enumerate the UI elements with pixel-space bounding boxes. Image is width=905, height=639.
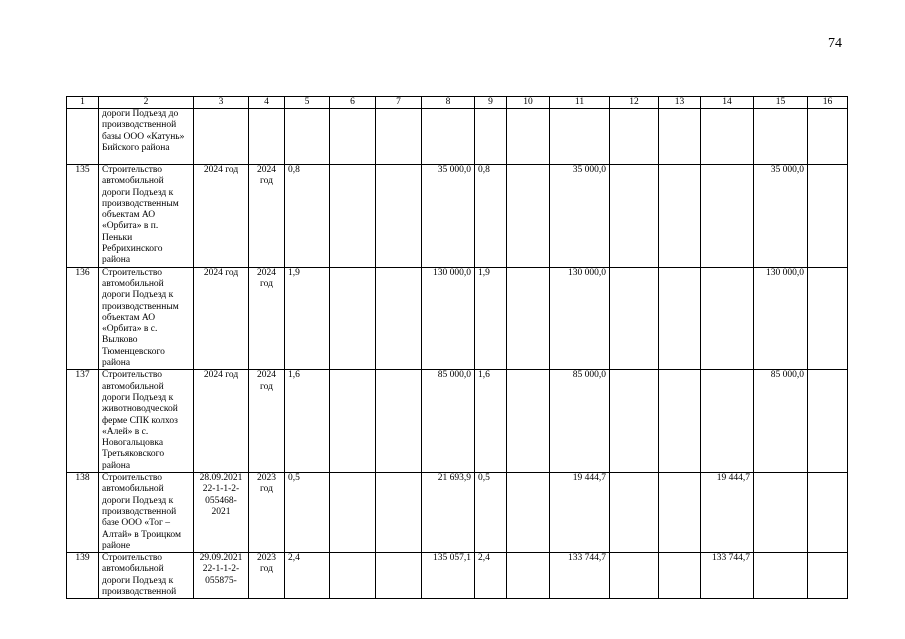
cell-c10 — [507, 109, 550, 165]
cell-c5: 0,5 — [285, 473, 330, 553]
cell-c12 — [610, 165, 659, 268]
cell-c8: 85 000,0 — [422, 370, 475, 473]
cell-c5: 0,8 — [285, 165, 330, 268]
page-number: 74 — [828, 36, 842, 51]
cell-c9 — [475, 109, 507, 165]
cell-c3: 2024 год — [194, 165, 249, 268]
cell-c6 — [330, 370, 376, 473]
cell-c16 — [808, 370, 848, 473]
column-header-2: 2 — [99, 97, 194, 109]
cell-c15 — [754, 553, 808, 599]
column-header-5: 5 — [285, 97, 330, 109]
cell-name: дороги Подъезд до производственной базы ООО «Катунь» Бийского района — [99, 109, 194, 165]
cell-c14 — [701, 370, 754, 473]
cell-c11: 35 000,0 — [550, 165, 610, 268]
cell-c9: 1,6 — [475, 370, 507, 473]
cell-c4: 2023 год — [249, 473, 285, 553]
column-header-3: 3 — [194, 97, 249, 109]
cell-c10 — [507, 370, 550, 473]
cell-c9: 0,8 — [475, 165, 507, 268]
cell-c13 — [659, 473, 701, 553]
cell-c11 — [550, 109, 610, 165]
cell-num: 135 — [67, 165, 99, 268]
cell-c16 — [808, 165, 848, 268]
column-header-1: 1 — [67, 97, 99, 109]
cell-c7 — [376, 267, 422, 370]
table-row — [67, 267, 848, 370]
cell-c4: 2023 год — [249, 553, 285, 599]
table-header — [67, 97, 848, 109]
cell-c10 — [507, 553, 550, 599]
table-body — [67, 109, 848, 599]
cell-c6 — [330, 473, 376, 553]
cell-c6 — [330, 165, 376, 268]
cell-c16 — [808, 553, 848, 599]
cell-name: Строительство автомобильной дороги Подъезд к производственной базе ООО «Тог – Алтай» в Троицком районе — [99, 473, 194, 553]
cell-c7 — [376, 553, 422, 599]
column-header-9: 9 — [475, 97, 507, 109]
cell-c7 — [376, 109, 422, 165]
cell-c14: 133 744,7 — [701, 553, 754, 599]
cell-c13 — [659, 267, 701, 370]
cell-c16 — [808, 267, 848, 370]
cell-c8 — [422, 109, 475, 165]
column-header-4: 4 — [249, 97, 285, 109]
cell-num: 136 — [67, 267, 99, 370]
cell-c5: 2,4 — [285, 553, 330, 599]
column-header-14: 14 — [701, 97, 754, 109]
column-header-16: 16 — [808, 97, 848, 109]
cell-c7 — [376, 370, 422, 473]
cell-num: 138 — [67, 473, 99, 553]
cell-num: 137 — [67, 370, 99, 473]
cell-c13 — [659, 165, 701, 268]
cell-c4: 2024 год — [249, 165, 285, 268]
cell-c6 — [330, 109, 376, 165]
cell-c6 — [330, 267, 376, 370]
cell-c15: 35 000,0 — [754, 165, 808, 268]
cell-c8: 21 693,9 — [422, 473, 475, 553]
cell-c16 — [808, 473, 848, 553]
cell-c3 — [194, 109, 249, 165]
cell-c3: 28.09.2021 22-1-1-2-055468-2021 — [194, 473, 249, 553]
cell-c10 — [507, 267, 550, 370]
cell-c7 — [376, 165, 422, 268]
cell-c4: 2024 год — [249, 267, 285, 370]
cell-c11: 130 000,0 — [550, 267, 610, 370]
cell-c13 — [659, 370, 701, 473]
cell-name: Строительство автомобильной дороги Подъезд к производственной — [99, 553, 194, 599]
cell-c12 — [610, 109, 659, 165]
cell-c13 — [659, 109, 701, 165]
cell-c8: 130 000,0 — [422, 267, 475, 370]
cell-c5 — [285, 109, 330, 165]
cell-c3: 29.09.2021 22-1-1-2-055875- — [194, 553, 249, 599]
cell-c3: 2024 год — [194, 370, 249, 473]
cell-c14 — [701, 267, 754, 370]
cell-c15: 85 000,0 — [754, 370, 808, 473]
cell-c6 — [330, 553, 376, 599]
cell-c8: 35 000,0 — [422, 165, 475, 268]
cell-c11: 133 744,7 — [550, 553, 610, 599]
cell-num — [67, 109, 99, 165]
cell-c12 — [610, 553, 659, 599]
column-header-15: 15 — [754, 97, 808, 109]
cell-c10 — [507, 165, 550, 268]
cell-c9: 2,4 — [475, 553, 507, 599]
cell-c14: 19 444,7 — [701, 473, 754, 553]
column-header-6: 6 — [330, 97, 376, 109]
column-header-10: 10 — [507, 97, 550, 109]
cell-c12 — [610, 370, 659, 473]
table-row — [67, 473, 848, 553]
cell-c5: 1,6 — [285, 370, 330, 473]
column-header-13: 13 — [659, 97, 701, 109]
cell-num: 139 — [67, 553, 99, 599]
cell-c13 — [659, 553, 701, 599]
cell-name: Строительство автомобильной дороги Подъезд к производственным объектам АО «Орбита» в п. Пеньки Ребрихинского района — [99, 165, 194, 268]
cell-c15: 130 000,0 — [754, 267, 808, 370]
cell-c15 — [754, 473, 808, 553]
column-header-8: 8 — [422, 97, 475, 109]
cell-c3: 2024 год — [194, 267, 249, 370]
cell-c9: 1,9 — [475, 267, 507, 370]
data-table — [66, 96, 848, 599]
cell-c4: 2024 год — [249, 370, 285, 473]
column-header-7: 7 — [376, 97, 422, 109]
table-row — [67, 109, 848, 165]
cell-c14 — [701, 109, 754, 165]
cell-c9: 0,5 — [475, 473, 507, 553]
table-row — [67, 370, 848, 473]
cell-name: Строительство автомобильной дороги Подъезд к производственным объектам АО «Орбита» в с. Вылково Тюменцевского района — [99, 267, 194, 370]
cell-c12 — [610, 267, 659, 370]
cell-c11: 19 444,7 — [550, 473, 610, 553]
cell-c11: 85 000,0 — [550, 370, 610, 473]
column-header-11: 11 — [550, 97, 610, 109]
cell-c8: 135 057,1 — [422, 553, 475, 599]
cell-c10 — [507, 473, 550, 553]
cell-c15 — [754, 109, 808, 165]
cell-c12 — [610, 473, 659, 553]
cell-c16 — [808, 109, 848, 165]
cell-c4 — [249, 109, 285, 165]
table-row — [67, 165, 848, 268]
cell-c5: 1,9 — [285, 267, 330, 370]
column-header-12: 12 — [610, 97, 659, 109]
cell-name: Строительство автомобильной дороги Подъезд к животноводческой ферме СПК колхоз «Алей» в с. Новогальцовка Третьяковского района — [99, 370, 194, 473]
cell-c7 — [376, 473, 422, 553]
cell-c14 — [701, 165, 754, 268]
table-row — [67, 553, 848, 599]
